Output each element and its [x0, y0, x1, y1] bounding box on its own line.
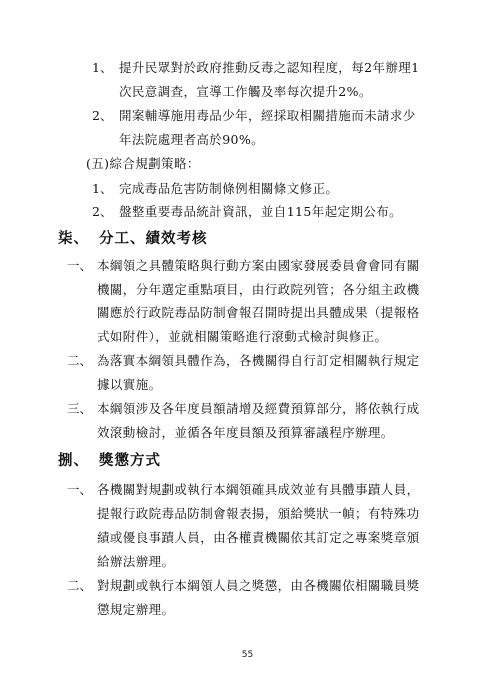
clause-text: 效滾動檢討，並循各年度員額及預算審議程序辦理。	[97, 425, 394, 440]
clause-text: 關應於行政院毒品防制會報召開時提出具體成果（提報格	[97, 305, 420, 320]
clause-text: 本綱領之具體策略與行動方案由國家發展委員會會同有關	[97, 258, 420, 273]
clause-text: 為落實本綱領具體作為，各機關得自行訂定相關執行規定	[97, 353, 420, 368]
list-item-number: 2、	[92, 204, 113, 219]
section-title: 分工、績效考核	[99, 231, 208, 247]
clause-text: 提報行政院毒品防制會報表揚，頒給獎狀一幀；有特殊功	[97, 506, 420, 521]
list-item-number: 2、	[92, 108, 113, 123]
section-number: 柒、	[58, 231, 89, 247]
clause-text: 對規劃或執行本綱領人員之獎懲，由各機關依相關職員獎	[97, 578, 420, 593]
list-item-text: 開案輔導施用毒品少年，經採取相關措施而未請求少	[119, 108, 416, 123]
clause-text: 各機關對規劃或執行本綱領確具成效並有具體事蹟人員，	[97, 482, 420, 497]
page-number: 55	[241, 650, 254, 660]
clause-text: 績或優良事蹟人員，由各權責機關依其訂定之專案獎章頒	[97, 530, 420, 545]
list-item-text: 完成毒品危害防制條例相關條文修正。	[119, 181, 339, 196]
list-item-number: 1、	[92, 181, 113, 196]
clause-text: 據以實施。	[97, 377, 162, 392]
clause-number: 一、	[67, 258, 93, 273]
clause-number: 二、	[67, 353, 93, 368]
clause-number: 一、	[67, 482, 93, 497]
clause-text: 本綱領涉及各年度員額請增及經費預算部分，將依執行成	[97, 401, 420, 416]
section-title: 獎懲方式	[99, 453, 161, 469]
clause-number: 二、	[67, 578, 93, 593]
section-number: 捌、	[58, 453, 89, 469]
list-item-text: 次民意調查，宣導工作觸及率每次提升2%。	[119, 84, 372, 99]
list-item-text: 提升民眾對於政府推動反毒之認知程度，每2年辦理1	[119, 60, 420, 75]
list-item-text: 盤整重要毒品統計資訊，並自115年起定期公布。	[119, 204, 403, 219]
list-item-number: 1、	[92, 60, 113, 75]
clause-text: 式如附件），並就相關策略進行滾動式檢討與修正。	[97, 329, 388, 344]
clause-text: 給辦法辦理。	[97, 554, 175, 569]
clause-number: 三、	[67, 401, 93, 416]
subsection-heading: (五)綜合規劃策略：	[86, 156, 200, 171]
clause-text: 機關，分年選定重點項目，由行政院列管；各分組主政機	[97, 282, 420, 297]
clause-text: 懲規定辦理。	[97, 602, 175, 617]
list-item-text: 年法院處理者高於90%。	[119, 132, 265, 147]
